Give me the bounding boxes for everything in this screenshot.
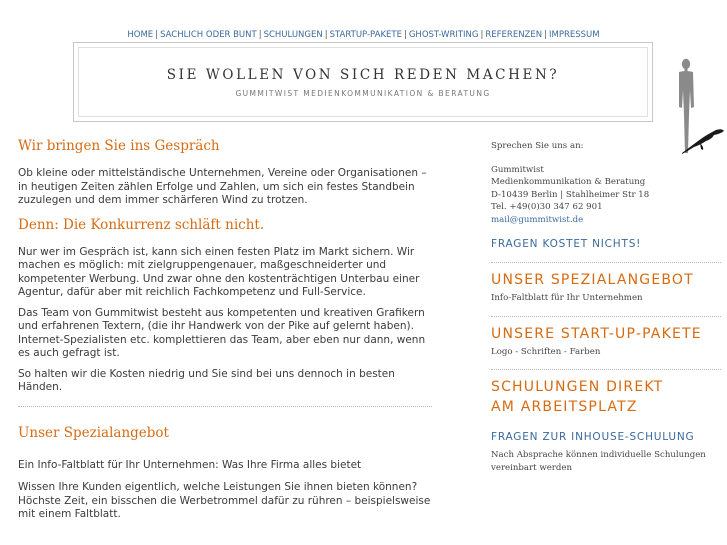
sidebar-divider (491, 316, 721, 317)
sidebar (491, 140, 721, 474)
sidebar-divider (491, 369, 721, 370)
nav-schulungen[interactable]: SCHULUNGEN (263, 30, 323, 40)
training-heading-line1[interactable]: SCHULUNGEN DIREKT (491, 379, 664, 395)
inhouse-training-heading[interactable]: FRAGEN ZUR INHOUSE-SCHULUNG (491, 431, 695, 443)
contact-heading: Sprechen Sie uns an: (491, 141, 584, 151)
nav-separator: | (544, 30, 547, 40)
contact-address: D-10439 Berlin | Stahlheimer Str 18 (491, 189, 650, 200)
paragraph-team: Das Team von Gummitwist besteht aus kompetenten und kreativen Grafikern und erfahrenen Textern, (die ihr Handwerk von der Pike auf gelernt haben). Internet-Spezialisten etc. komplettieren das Team, aber eben nur dann, wenn es auch gefragt ist. (18, 306, 426, 359)
heading-gespraech: Wir bringen Sie ins Gespräch (18, 138, 220, 154)
startup-packages-heading[interactable]: UNSERE START-UP-PAKETE (491, 325, 702, 342)
nav-home[interactable]: HOME (127, 30, 154, 40)
paragraph-intro: Ob kleine oder mittelständische Unternehmen, Vereine oder Organisationen – in heutigen Zeiten zählen Erfolge und Zahlen, um sich ein festes Standbein zuzulegen und dem immer schärferen Wind zu trotzen. (18, 167, 427, 206)
sidebar-divider (491, 262, 721, 263)
site-subtitle: GUMMITWIST MEDIENKOMMUNIKATION & BERATUNG (235, 89, 491, 98)
free-questions-link[interactable]: FRAGEN KOSTET NICHTS! (491, 238, 642, 250)
inhouse-training-text: Nach Absprache können individuelle Schulungen vereinbart werden (491, 450, 706, 473)
contact-email-link[interactable]: mail@gummitwist.de (491, 214, 584, 225)
contact-company-line2: Medienkommunikation & Beratung (491, 177, 646, 187)
contact-company: Gummitwist (491, 164, 544, 175)
training-heading-line2[interactable]: AM ARBEITSPLATZ (491, 399, 638, 415)
paragraph-kunden: Wissen Ihre Kunden eigentlich, welche Leistungen Sie ihnen bieten können? Höchste Zeit, ein bisschen die Werbetrommel dafür zu rühren – beispielsweise mit einem Faltblatt. (18, 481, 431, 520)
top-navigation (0, 30, 727, 40)
nav-ghost-writing[interactable]: GHOST-WRITING (408, 30, 479, 40)
nav-separator: | (480, 30, 484, 40)
special-offer-text: Info-Faltblatt für Ihr Unternehmen (491, 293, 643, 303)
nav-separator: | (403, 30, 407, 40)
paragraph-kosten: So halten wir die Kosten niedrig und Sie sind bei uns dennoch in besten Händen. (18, 367, 395, 393)
startup-packages-text: Logo - Schriften - Farben (491, 346, 601, 357)
contact-tel: Tel. +49(0)30 347 62 901 (491, 202, 603, 212)
content-divider (18, 406, 432, 407)
nav-separator: | (258, 30, 262, 40)
nav-separator: | (155, 30, 159, 40)
contact-email-line (491, 214, 721, 227)
heading-spezialangebot: Unser Spezialangebot (18, 424, 169, 441)
special-offer-heading[interactable]: UNSER SPEZIALANGEBOT (491, 272, 694, 288)
nav-startup-pakete[interactable]: STARTUP-PAKETE (329, 30, 402, 40)
nav-separator: | (324, 30, 328, 40)
main-content (18, 138, 432, 522)
nav-sachlich-oder-bunt[interactable]: SACHLICH ODER BUNT (160, 30, 257, 40)
heading-konkurrenz: Denn: Die Konkurrenz schläft nicht. (18, 216, 265, 233)
paragraph-markt: Nur wer im Gespräch ist, kann sich einen festen Platz im Markt sichern. Wir machen es möglich: mit zielgruppengenauer, maßgeschneiderter und kompetenter Werbung. Und zwar ohne den kostenträchtigen Unterbau einer Agentur, dafür aber mit reichlich Fachkompetenz und Full-Service. (18, 245, 420, 298)
header-banner (73, 42, 653, 122)
nav-impressum[interactable]: IMPRESSUM (549, 30, 600, 40)
nav-referenzen[interactable]: REFERENZEN (485, 30, 543, 40)
paragraph-faltblatt: Ein Info-Faltblatt für Ihr Unternehmen: Was Ihre Firma alles bietet (18, 458, 362, 471)
site-title: SIE WOLLEN VON SICH REDEN MACHEN? (166, 67, 560, 83)
